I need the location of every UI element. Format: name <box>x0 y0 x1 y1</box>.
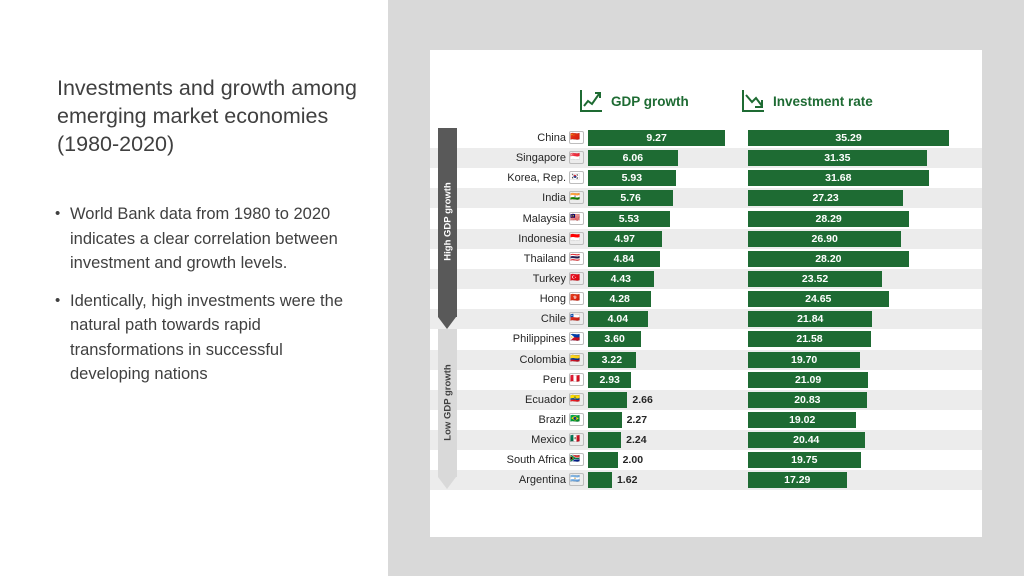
legend-item-gdp-growth <box>578 88 689 114</box>
country-label: Singapore <box>515 152 566 165</box>
bar-value-label: 17.29 <box>784 474 811 487</box>
bar-gdp-growth <box>588 432 736 448</box>
table-row <box>430 329 982 349</box>
bar-value-label: 28.20 <box>815 252 842 265</box>
country-flag-icon: 🇹🇷 <box>569 272 584 285</box>
country-label: India <box>542 192 566 205</box>
country-flag-icon: 🇵🇭 <box>569 332 584 345</box>
bar-gdp-growth <box>588 291 736 307</box>
country-label: Peru <box>542 373 566 386</box>
bar-investment-rate <box>748 412 976 428</box>
table-row <box>430 350 982 370</box>
bar-gdp-growth <box>588 331 736 347</box>
bar-value-label: 35.29 <box>835 132 862 144</box>
bar-investment-rate <box>748 331 976 347</box>
bar-value-label: 5.76 <box>620 192 641 205</box>
country-flag-icon: 🇮🇩 <box>569 232 584 245</box>
chart-plot-area <box>430 128 982 491</box>
chart-card <box>430 50 982 537</box>
list-item <box>55 289 355 387</box>
bar-investment-rate <box>748 231 976 247</box>
country-flag-icon: 🇹🇭 <box>569 252 584 265</box>
table-row <box>430 410 982 430</box>
bar-value-label: 20.44 <box>793 434 820 447</box>
bar-gdp-growth <box>588 452 736 468</box>
bar-value-label: 2.27 <box>626 413 648 426</box>
bar-gdp-growth <box>588 130 736 146</box>
bar-gdp-growth <box>588 251 736 267</box>
country-flag-icon: 🇨🇳 <box>569 131 584 144</box>
bar-gdp-growth <box>588 412 736 428</box>
legend-label-gdp-growth: GDP growth <box>611 93 689 109</box>
legend-label-investment-rate: Investment rate <box>773 93 873 109</box>
table-row <box>430 390 982 410</box>
country-label: China <box>537 132 566 145</box>
bar-value-label: 9.27 <box>646 132 667 144</box>
table-row <box>430 289 982 309</box>
table-row <box>430 188 982 208</box>
bullet-list <box>55 202 355 400</box>
bar-investment-rate <box>748 372 976 388</box>
country-flag-icon: 🇭🇰 <box>569 292 584 305</box>
table-row <box>430 470 982 490</box>
bar-gdp-growth <box>588 190 736 206</box>
table-row <box>430 148 982 168</box>
line-chart-icon <box>578 88 604 114</box>
bullet-text: World Bank data from 1980 to 2020 indicates a clear correlation between investment and growth levels. <box>70 205 338 272</box>
bar-value-label: 21.09 <box>794 373 822 386</box>
bar-fill <box>588 452 618 468</box>
country-label: Korea, Rep. <box>507 172 566 185</box>
table-row <box>430 309 982 329</box>
bar-gdp-growth <box>588 231 736 247</box>
bar-investment-rate <box>748 392 976 408</box>
bar-fill <box>588 412 622 428</box>
table-row <box>430 229 982 249</box>
table-row <box>430 168 982 188</box>
bar-value-label: 3.60 <box>604 333 625 346</box>
bullet-marker: • <box>55 205 61 222</box>
country-label: Mexico <box>531 434 566 447</box>
bar-gdp-growth <box>588 372 736 388</box>
country-flag-icon: 🇲🇽 <box>569 433 584 446</box>
bar-value-label: 23.52 <box>801 272 829 285</box>
bar-investment-rate <box>748 472 976 488</box>
country-label: Turkey <box>532 273 566 285</box>
country-flag-icon: 🇸🇬 <box>569 151 584 164</box>
group-arrow-label: High GDP growth <box>442 182 454 261</box>
bar-value-label: 2.66 <box>632 393 653 406</box>
bar-value-label: 21.84 <box>797 313 824 326</box>
bar-gdp-growth <box>588 271 736 287</box>
country-label: Ecuador <box>525 393 566 406</box>
bullet-text: Identically, high investments were the natural path towards rapid transformations in successful developing nations <box>70 291 343 383</box>
bar-investment-rate <box>748 271 976 287</box>
arrow-down-chart-icon <box>740 88 766 114</box>
bar-value-label: 19.70 <box>791 353 818 366</box>
table-row <box>430 269 982 289</box>
table-row <box>430 128 982 148</box>
bar-value-label: 2.24 <box>626 434 647 447</box>
bar-value-label: 28.29 <box>815 212 842 225</box>
bar-value-label: 24.65 <box>805 293 832 306</box>
group-arrow-label: Low GDP growth <box>442 364 454 441</box>
table-row <box>430 249 982 269</box>
bar-value-label: 4.97 <box>614 232 635 245</box>
bar-fill <box>588 432 621 448</box>
bar-value-label: 2.00 <box>622 454 644 467</box>
chart-legend <box>430 80 982 125</box>
slide-text-panel <box>0 0 388 576</box>
bar-gdp-growth <box>588 472 736 488</box>
group-arrow-high-gdp-growth <box>438 128 457 329</box>
bar-value-label: 31.68 <box>825 172 852 185</box>
bar-value-label: 4.84 <box>613 252 635 265</box>
bar-fill <box>588 472 612 488</box>
group-arrow-tip <box>438 317 456 329</box>
bar-gdp-growth <box>588 211 736 227</box>
country-label: Hong <box>539 293 566 306</box>
country-flag-icon: 🇨🇱 <box>569 312 584 325</box>
country-label: Colombia <box>519 353 566 366</box>
country-label: Indonesia <box>518 232 566 245</box>
country-label: Argentina <box>518 474 566 487</box>
bar-investment-rate <box>748 130 976 146</box>
bar-value-label: 19.02 <box>789 413 816 426</box>
bar-gdp-growth <box>588 311 736 327</box>
country-label: Chile <box>540 313 566 326</box>
country-flag-icon: 🇵🇪 <box>569 373 584 386</box>
bar-value-label: 1.62 <box>616 474 638 487</box>
bar-value-label: 19.75 <box>791 454 818 467</box>
country-flag-icon: 🇲🇾 <box>569 212 584 225</box>
country-flag-icon: 🇧🇷 <box>569 413 584 426</box>
country-flag-icon: 🇰🇷 <box>569 171 584 184</box>
bar-investment-rate <box>748 150 976 166</box>
group-arrow-tip <box>438 477 456 489</box>
country-label: Brazil <box>538 413 566 426</box>
country-label: Malaysia <box>522 212 566 225</box>
bar-investment-rate <box>748 291 976 307</box>
country-flag-icon: 🇦🇷 <box>569 473 584 486</box>
bar-investment-rate <box>748 452 976 468</box>
bar-value-label: 5.53 <box>618 212 640 225</box>
bar-value-label: 20.83 <box>794 393 821 406</box>
bar-value-label: 3.22 <box>601 353 623 366</box>
bar-gdp-growth <box>588 170 736 186</box>
bar-gdp-growth <box>588 392 736 408</box>
bullet-marker: • <box>55 291 61 309</box>
list-item <box>55 202 355 276</box>
country-flag-icon: 🇨🇴 <box>569 353 584 366</box>
country-label: South Africa <box>506 454 566 467</box>
bar-investment-rate <box>748 432 976 448</box>
bar-investment-rate <box>748 170 976 186</box>
bar-investment-rate <box>748 311 976 327</box>
bar-value-label: 31.35 <box>824 152 851 165</box>
bar-fill <box>588 392 627 408</box>
page-title: Investments and growth among emerging market economies (1980-2020) <box>57 76 357 156</box>
country-flag-icon: 🇮🇳 <box>569 191 584 204</box>
table-row <box>430 370 982 390</box>
legend-item-investment-rate <box>740 88 873 114</box>
country-flag-icon: 🇪🇨 <box>569 393 584 406</box>
bar-value-label: 6.06 <box>622 152 644 165</box>
bar-investment-rate <box>748 190 976 206</box>
bar-investment-rate <box>748 211 976 227</box>
country-label: Philippines <box>512 333 566 346</box>
country-label: Thailand <box>523 252 566 265</box>
country-flag-icon: 🇿🇦 <box>569 453 584 466</box>
bar-value-label: 26.90 <box>811 232 838 245</box>
bar-value-label: 27.23 <box>812 192 839 205</box>
bar-value-label: 4.43 <box>610 272 631 285</box>
bar-value-label: 4.04 <box>607 313 629 326</box>
group-arrow-low-gdp-growth <box>438 329 457 489</box>
bar-value-label: 21.58 <box>796 333 823 346</box>
bar-gdp-growth <box>588 352 736 368</box>
table-row <box>430 209 982 229</box>
bar-value-label: 2.93 <box>599 373 620 386</box>
table-row <box>430 450 982 470</box>
bar-investment-rate <box>748 352 976 368</box>
bar-investment-rate <box>748 251 976 267</box>
bar-value-label: 5.93 <box>621 172 643 185</box>
table-row <box>430 430 982 450</box>
bar-gdp-growth <box>588 150 736 166</box>
bar-value-label: 4.28 <box>609 293 630 306</box>
